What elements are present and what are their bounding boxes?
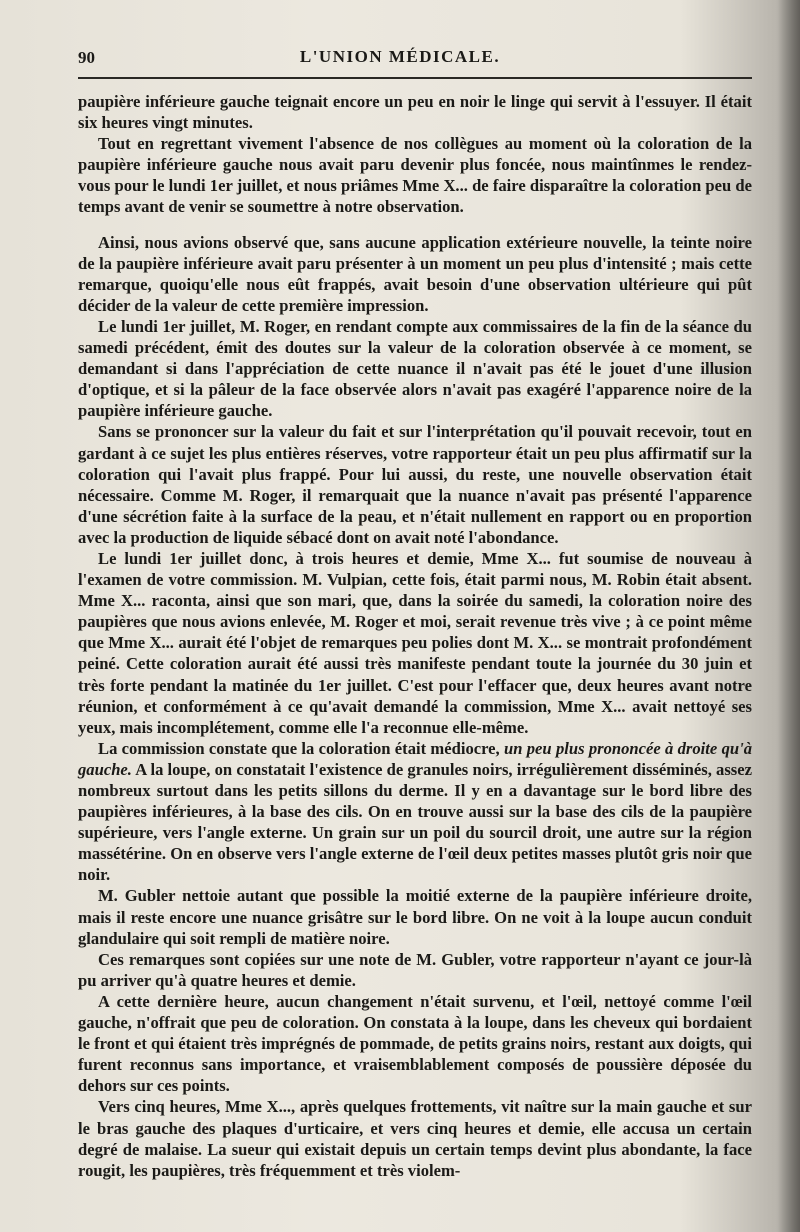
italic-phrase: un peu plus prononcée à droite qu'à gauche. bbox=[78, 738, 752, 779]
paragraph: Ces remarques sont copiées sur une note de M. Gubler, votre rapporteur n'ayant ce jour-là pu arriver qu'à quatre heures et demie. bbox=[78, 949, 752, 990]
paragraph: Vers cinq heures, Mme X..., après quelques frottements, vit naître sur la main gauche et sur le bras gauche des plaques d'urticaire, et vers cinq heures et demie, elle accusa un certain degré de malaise. La sueur qui existait depuis un certain temps devint plus abondante, la face rougit, les paupières, très fréquemment et très violem- bbox=[78, 1097, 752, 1180]
paragraph: A cette dernière heure, aucun changement n'était survenu, et l'œil, nettoyé comme l'œil gauche, n'offrait que peu de coloration. On constata à la loupe, dans les cheveux qui bordaient le front et qui étaient très imprégnés de pommade, de petits grains noirs, restant aux doigts, qui furent reconnus sans importance, et vraisemblablement composés de poussière déposée du dehors sur ces points. bbox=[78, 991, 752, 1096]
paragraph: paupière inférieure gauche teignait encore un peu en noir le linge qui servit à l'essuyer. Il était six heures vingt minutes. bbox=[78, 92, 752, 133]
paragraph-text: La commission constate que la coloration était médiocre, bbox=[98, 738, 504, 758]
paragraph: Le lundi 1er juillet, M. Roger, en rendant compte aux commissaires de la fin de la séance du samedi précédent, émit des doutes sur la valeur de la coloration observée à ce moment, se demandant si dans l'appréciation de cette nuance il n'avait pas été le jouet d'une illusion d'optique, et si la pâleur de la face observée alors n'avait pas exagéré l'apparence noire de la paupière inférieure gauche. bbox=[78, 316, 752, 421]
paragraph: Ainsi, nous avions observé que, sans aucune application extérieure nouvelle, la teinte noire de la paupière inférieure avait paru présenter à un moment un peu plus d'intensité ; mais cette remarque, quoiqu'elle nous eût frappés, avait besoin d'une observation ultérieure qui pût décider de la valeur de cette première impression. bbox=[78, 232, 752, 315]
header-rule bbox=[78, 77, 752, 79]
paragraph-text: A la loupe, on constatait l'existence de granules noirs, irrégulièrement disséminés, assez nombreux surtout dans les petits sillons du derme. Il y en a davantage sur le bord libre des paupières inférieures, à la base des cils. On en trouve aussi sur la base des cils de la paupière supérieure, vers l'angle externe. Un grain sur un poil du sourcil droit, une autre sur la région massétérine. On en observe vers l'angle externe de l'œil deux petites masses plutôt gris noir que noir. bbox=[78, 759, 752, 885]
paragraph: M. Gubler nettoie autant que possible la moitié externe de la paupière inférieure droite, mais il reste encore une nuance grisâtre sur le bord libre. On ne voit à la loupe aucun conduit glandulaire qui soit rempli de matière noire. bbox=[78, 886, 752, 948]
running-title: L'UNION MÉDICALE. bbox=[299, 47, 501, 66]
paragraph: Le lundi 1er juillet donc, à trois heures et demie, Mme X... fut soumise de nouveau à l'examen de votre commission. M. Vulpian, cette fois, était parmi nous, M. Robin était absent. Mme X... raconta, ainsi que son mari, que, dans la soirée du samedi, la coloration noire des paupières que nous avions enlevée, M. Roger et moi, serait revenue très vive ; à ce point même que Mme X... aurait été l'objet de remarques peu polies dont M. X... se montrait profondément peiné. Cette coloration aurait été aussi très manifeste pendant toute la journée du 30 juin et très forte pendant la matinée du 1er juillet. C'est pour l'effacer que, deux heures avant notre réunion, et conformément à ce qu'avait demandé la commission, Mme X... avait nettoyé ses yeux, mais incomplétement, comme elle l'a reconnue elle-même. bbox=[78, 548, 752, 737]
paragraph: Tout en regrettant vivement l'absence de nos collègues au moment où la coloration de la paupière inférieure gauche nous avait paru devenir plus foncée, nous maintînmes le rendez-vous pour le lundi 1er juillet, et nous priâmes Mme X... de faire disparaître la coloration peu de temps avant de venir se soumettre à notre observation. bbox=[78, 134, 752, 217]
paragraph: Sans se prononcer sur la valeur du fait et sur l'interprétation qu'il pouvait recevoir, tout en gardant à ce sujet les plus entières réserves, votre rapporteur était un peu plus affirmatif sur la coloration qui l'avait plus frappé. Pour lui aussi, du reste, une nouvelle observation était nécessaire. Comme M. Roger, il remarquait que la nuance n'avait pas présenté l'apparence d'une sécrétion faite à la surface de la peau, et n'était nullement en rapport ou en proportion avec la production de liquide sébacé dont on avait noté l'abondance. bbox=[78, 422, 752, 547]
page-edge-shadow bbox=[778, 0, 800, 1232]
body-text bbox=[78, 91, 752, 1181]
paragraph-commission bbox=[78, 738, 752, 886]
page-number: 90 bbox=[78, 48, 95, 67]
